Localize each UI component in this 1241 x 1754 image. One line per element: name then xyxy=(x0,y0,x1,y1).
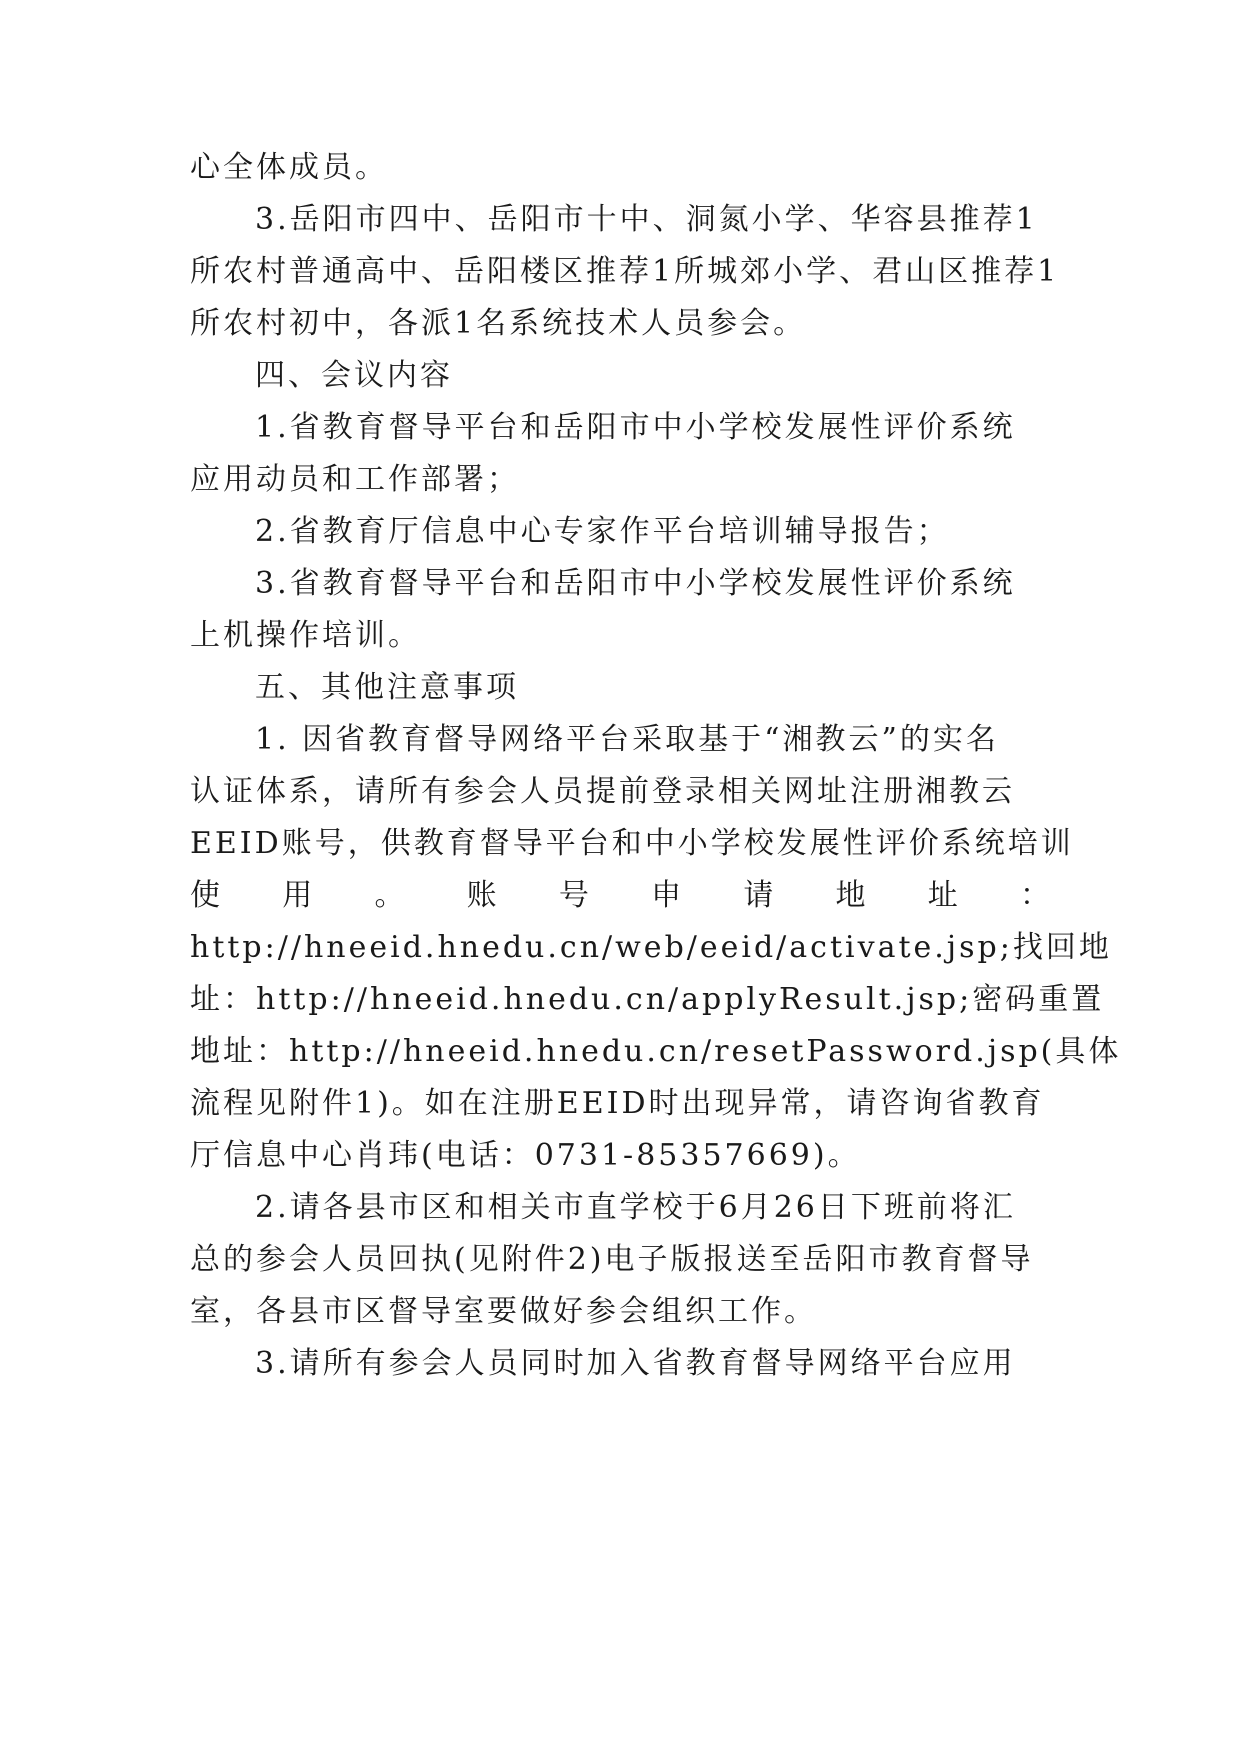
text-line: 址：http://hneeid.hnedu.cn/applyResult.jsp;密码重置 xyxy=(190,982,1105,1017)
text-char: 申 xyxy=(651,878,682,913)
text-line: 上机操作培训。 xyxy=(190,618,421,653)
text-char: ： xyxy=(1019,878,1050,913)
text-char: 账 xyxy=(466,878,497,913)
section-heading: 五、其他注意事项 xyxy=(255,670,519,705)
text-char: 号 xyxy=(558,878,589,913)
text-char: 请 xyxy=(743,878,774,913)
text-line: 1. 因省教育督导网络平台采取基于“湘教云”的实名 xyxy=(255,722,999,757)
text-line: 3.省教育督导平台和岳阳市中小学校发展性评价系统 xyxy=(255,566,1016,601)
text-line: 地址：http://hneeid.hnedu.cn/resetPassword.jsp(具体 xyxy=(190,1034,1122,1069)
text-line: 流程见附件1)。如在注册EEID时出现异常，请咨询省教育 xyxy=(190,1086,1045,1121)
text-line: 3.岳阳市四中、岳阳市十中、洞氮小学、华容县推荐1 xyxy=(255,202,1038,237)
text-line: 1.省教育督导平台和岳阳市中小学校发展性评价系统 xyxy=(255,410,1016,445)
text-char: 。 xyxy=(374,878,405,913)
text-line: 所农村普通高中、岳阳楼区推荐1所城郊小学、君山区推荐1 xyxy=(190,254,1060,289)
text-char: 址 xyxy=(927,878,958,913)
text-line: 室，各县市区督导室要做好参会组织工作。 xyxy=(190,1294,817,1329)
text-line: 2.请各县市区和相关市直学校于6月26日下班前将汇 xyxy=(255,1190,1016,1225)
text-line: http://hneeid.hnedu.cn/web/eeid/activate.jsp;找回地 xyxy=(190,930,1112,965)
text-line: 总的参会人员回执(见附件2)电子版报送至岳阳市教育督导 xyxy=(190,1242,1034,1277)
text-line: EEID账号，供教育督导平台和中小学校发展性评价系统培训 xyxy=(190,826,1074,861)
text-char: 使 xyxy=(190,878,220,913)
text-line: 所农村初中，各派1名系统技术人员参会。 xyxy=(190,306,807,341)
text-char: 地 xyxy=(835,878,866,913)
text-line: 应用动员和工作部署； xyxy=(190,462,520,497)
text-line: 认证体系，请所有参会人员提前登录相关网址注册湘教云 xyxy=(190,774,1015,809)
text-line: 厅信息中心肖玮(电话：0731-85357669)。 xyxy=(190,1138,861,1173)
text-line: 3.请所有参会人员同时加入省教育督导网络平台应用 xyxy=(255,1346,1016,1381)
text-line: 2.省教育厅信息中心专家作平台培训辅导报告； xyxy=(255,514,950,549)
text-line: 心全体成员。 xyxy=(190,150,388,185)
text-line-justified xyxy=(190,876,1050,916)
section-heading: 四、会议内容 xyxy=(255,358,453,393)
text-char: 用 xyxy=(282,878,313,913)
